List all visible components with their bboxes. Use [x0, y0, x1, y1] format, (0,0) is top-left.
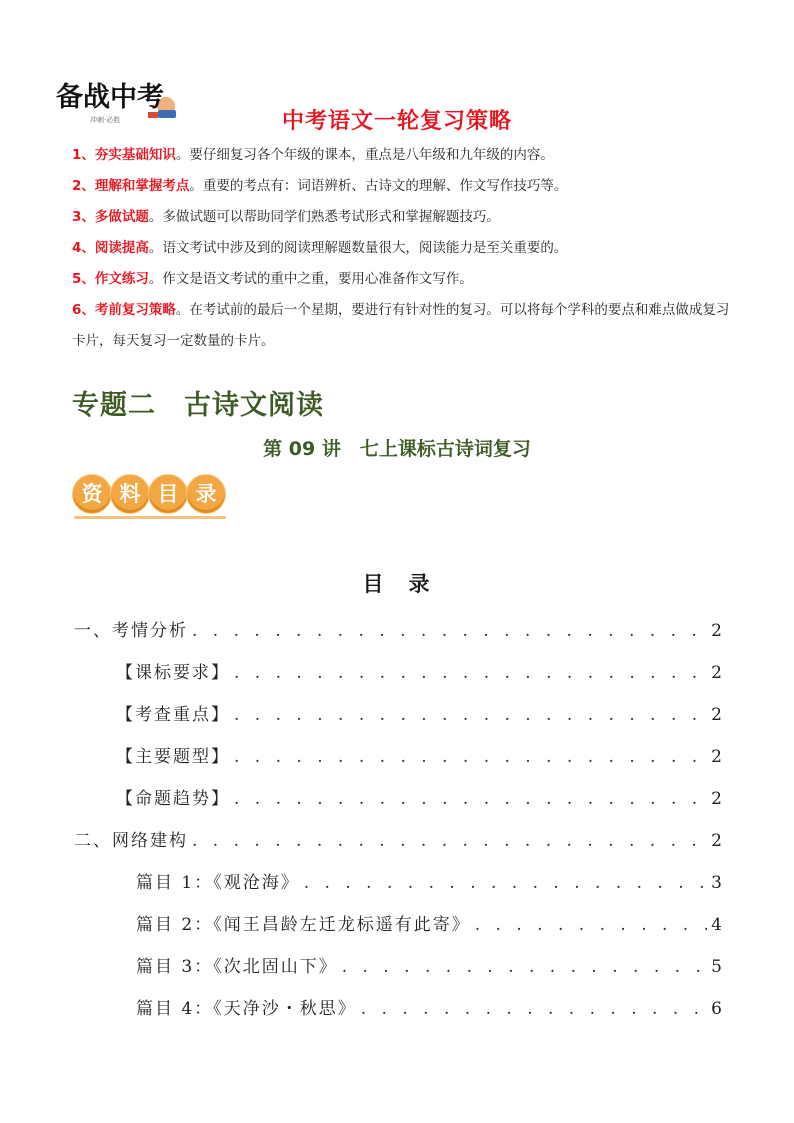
toc-entry[interactable] — [136, 952, 722, 976]
toc-entry[interactable] — [116, 658, 722, 682]
toc-entry[interactable] — [136, 868, 722, 892]
toc-entry-page: 5 — [711, 957, 722, 977]
strategy-text: 。语文考试中涉及到的阅读理解题数量很大，阅读能力是至关重要的。 — [148, 240, 568, 256]
toc-entry-label: 篇目 3：《次北固山下》 — [136, 957, 338, 977]
toc-entry-label: 【主要题型】 — [116, 747, 230, 767]
toc-entry-page: 6 — [711, 999, 722, 1019]
strategy-item — [72, 233, 730, 264]
badge-char: 资 — [72, 474, 112, 514]
toc-leader — [192, 831, 707, 851]
toc-leader — [234, 705, 707, 725]
materials-contents-badge — [72, 470, 242, 522]
toc-entry-page: 2 — [711, 621, 722, 641]
strategy-head: 夯实基础知识 — [94, 147, 176, 163]
toc-entry-page: 2 — [711, 747, 722, 767]
strategy-number: 5、 — [72, 271, 95, 287]
toc-entry-label: 二、网络建构 — [74, 831, 188, 851]
strategy-head: 多做试题 — [94, 209, 149, 225]
toc-entry-label: 【课标要求】 — [116, 663, 230, 683]
toc-leader — [342, 957, 707, 977]
svg-text:备战中考: 备战中考 — [56, 82, 164, 113]
toc-entry-label: 篇目 1：《观沧海》 — [136, 873, 300, 893]
strategy-text: 。作文是语文考试的重中之重，要用心准备作文写作。 — [148, 271, 473, 287]
toc-leader — [192, 621, 707, 641]
toc-entry-page: 2 — [711, 789, 722, 809]
toc-title: 目 录 — [362, 571, 432, 596]
toc-leader — [234, 747, 707, 767]
toc-entry-page: 3 — [711, 873, 722, 893]
strategy-text: 。在考试前的最后一个星期，要进行有针对性的复习。可以将每个学科的要点和难点做成复习卡片，每天复习一定数量的卡片。 — [72, 302, 730, 349]
toc-entry[interactable] — [136, 910, 722, 934]
topic-title: 专题二 古诗文阅读 — [72, 390, 324, 421]
strategy-item — [72, 264, 730, 295]
toc-entry-page: 2 — [711, 663, 722, 683]
strategy-list — [72, 140, 730, 357]
main-title: 中考语文一轮复习策略 — [281, 109, 512, 134]
toc-entry-label: 【考查重点】 — [116, 705, 230, 725]
toc-leader — [304, 873, 707, 893]
toc-entry[interactable] — [116, 742, 722, 766]
toc-entry-label: 篇目 4：《天净沙・秋思》 — [136, 999, 357, 1019]
strategy-number: 1、 — [72, 147, 95, 163]
strategy-number: 2、 — [72, 178, 95, 194]
toc-entry[interactable] — [136, 994, 722, 1018]
strategy-number: 6、 — [72, 302, 95, 318]
toc-entry[interactable] — [116, 784, 722, 808]
svg-text:冲刺·必胜: 冲刺·必胜 — [90, 116, 121, 124]
badge-char: 录 — [186, 474, 226, 514]
toc-leader — [234, 663, 707, 683]
badge-char: 料 — [110, 474, 150, 514]
badge-underline — [74, 516, 226, 519]
strategy-text: 。要仔细复习各个年级的课本，重点是八年级和九年级的内容。 — [175, 147, 554, 163]
toc-entry-page: 2 — [711, 705, 722, 725]
strategy-number: 4、 — [72, 240, 95, 256]
strategy-head: 理解和掌握考点 — [94, 178, 190, 194]
badge-char: 目 — [148, 474, 188, 514]
strategy-item — [72, 295, 730, 357]
strategy-head: 考前复习策略 — [94, 302, 176, 318]
toc-entry-page: 2 — [711, 831, 722, 851]
strategy-number: 3、 — [72, 209, 95, 225]
strategy-head: 作文练习 — [94, 271, 149, 287]
strategy-head: 阅读提高 — [94, 240, 149, 256]
strategy-item — [72, 202, 730, 233]
toc-leader — [234, 789, 707, 809]
toc-entry[interactable] — [74, 826, 722, 850]
toc-leader — [475, 915, 707, 935]
toc-entry-page: 4 — [711, 915, 722, 935]
lecture-title: 第 09 讲 七上课标古诗词复习 — [263, 438, 531, 460]
toc-entry[interactable] — [116, 700, 722, 724]
strategy-item — [72, 140, 730, 171]
toc-entry-label: 一、考情分析 — [74, 621, 188, 641]
strategy-text: 。重要的考点有：词语辨析、古诗文的理解、作文写作技巧等。 — [189, 178, 568, 194]
strategy-text: 。多做试题可以帮助同学们熟悉考试形式和掌握解题技巧。 — [148, 209, 500, 225]
toc-entry[interactable] — [74, 616, 722, 640]
toc-entry-label: 【命题趋势】 — [116, 789, 230, 809]
toc-entry-label: 篇目 2：《闻王昌龄左迁龙标遥有此寄》 — [136, 915, 471, 935]
toc-leader — [361, 999, 707, 1019]
strategy-item — [72, 171, 730, 202]
